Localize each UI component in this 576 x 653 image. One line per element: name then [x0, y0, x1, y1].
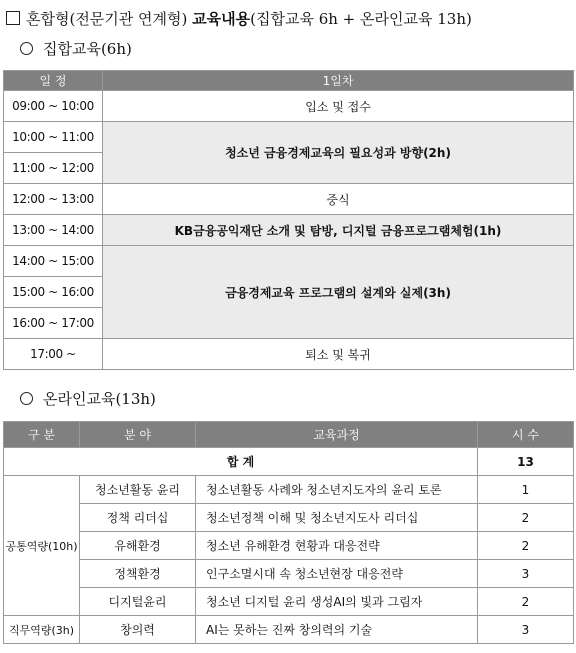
time-cell: 10:00 ~ 11:00	[4, 122, 103, 153]
activity-cell: 입소 및 접수	[103, 91, 574, 122]
online-heading	[20, 388, 156, 409]
course-cell: 인구소멸시대 속 청소년현장 대응전략	[196, 560, 478, 588]
offline-heading-text: 집합교육(6h)	[43, 40, 132, 58]
circle-bullet-icon	[20, 42, 33, 55]
table-row	[4, 246, 574, 277]
header-category: 구 분	[4, 422, 80, 448]
course-cell: 청소년활동 사례와 청소년지도자의 윤리 토론	[196, 476, 478, 504]
total-row	[4, 448, 574, 476]
time-cell: 13:00 ~ 14:00	[4, 215, 103, 246]
table-row	[4, 339, 574, 370]
header-field: 분 야	[80, 422, 196, 448]
field-cell: 디지털윤리	[80, 588, 196, 616]
course-cell: 청소년 유해환경 현황과 대응전략	[196, 532, 478, 560]
hours-cell: 3	[478, 560, 574, 588]
total-label: 합 계	[4, 448, 478, 476]
title-bold: 교육내용	[192, 10, 251, 28]
activity-cell: 퇴소 및 복귀	[103, 339, 574, 370]
table-row	[4, 504, 574, 532]
time-cell: 17:00 ~	[4, 339, 103, 370]
group-cell: 공통역량(10h)	[4, 476, 80, 616]
table-row	[4, 616, 574, 644]
time-cell: 16:00 ~ 17:00	[4, 308, 103, 339]
activity-cell: 청소년 금융경제교육의 필요성과 방향(2h)	[103, 122, 574, 184]
field-cell: 정책 리더십	[80, 504, 196, 532]
hours-cell: 2	[478, 504, 574, 532]
time-cell: 14:00 ~ 15:00	[4, 246, 103, 277]
table-row	[4, 560, 574, 588]
time-cell: 11:00 ~ 12:00	[4, 153, 103, 184]
course-cell: 청소년정책 이해 및 청소년지도사 리더십	[196, 504, 478, 532]
field-cell: 청소년활동 윤리	[80, 476, 196, 504]
document-title	[6, 8, 472, 29]
online-course-table	[3, 421, 574, 644]
checkbox-square-icon	[6, 11, 20, 25]
table-row	[4, 91, 574, 122]
hours-cell: 2	[478, 532, 574, 560]
activity-cell: 중식	[103, 184, 574, 215]
field-cell: 창의력	[80, 616, 196, 644]
course-cell: AI는 못하는 진짜 창의력의 기술	[196, 616, 478, 644]
hours-cell: 2	[478, 588, 574, 616]
table-header-row	[4, 422, 574, 448]
header-schedule: 일 정	[4, 71, 103, 91]
hours-cell: 1	[478, 476, 574, 504]
table-row	[4, 215, 574, 246]
group-cell: 직무역량(3h)	[4, 616, 80, 644]
field-cell: 정책환경	[80, 560, 196, 588]
course-cell: 청소년 디지털 윤리 생성AI의 빛과 그림자	[196, 588, 478, 616]
table-row	[4, 588, 574, 616]
table-row	[4, 184, 574, 215]
table-row	[4, 122, 574, 153]
header-hours: 시 수	[478, 422, 574, 448]
table-row	[4, 476, 574, 504]
time-cell: 09:00 ~ 10:00	[4, 91, 103, 122]
total-hours: 13	[478, 448, 574, 476]
field-cell: 유해환경	[80, 532, 196, 560]
title-prefix: 혼합형(전문기관 연계형)	[26, 10, 193, 28]
table-header-row	[4, 71, 574, 91]
title-suffix: (집합교육 6h + 온라인교육 13h)	[250, 10, 472, 28]
online-heading-text: 온라인교육(13h)	[43, 390, 156, 408]
header-course: 교육과정	[196, 422, 478, 448]
table-row	[4, 532, 574, 560]
header-day1: 1일차	[103, 71, 574, 91]
offline-schedule-table	[3, 70, 574, 370]
activity-cell: KB금융공익재단 소개 및 탐방, 디지털 금융프로그램체험(1h)	[103, 215, 574, 246]
hours-cell: 3	[478, 616, 574, 644]
circle-bullet-icon	[20, 392, 33, 405]
time-cell: 12:00 ~ 13:00	[4, 184, 103, 215]
time-cell: 15:00 ~ 16:00	[4, 277, 103, 308]
activity-cell: 금융경제교육 프로그램의 설계와 실제(3h)	[103, 246, 574, 339]
offline-heading	[20, 38, 132, 59]
